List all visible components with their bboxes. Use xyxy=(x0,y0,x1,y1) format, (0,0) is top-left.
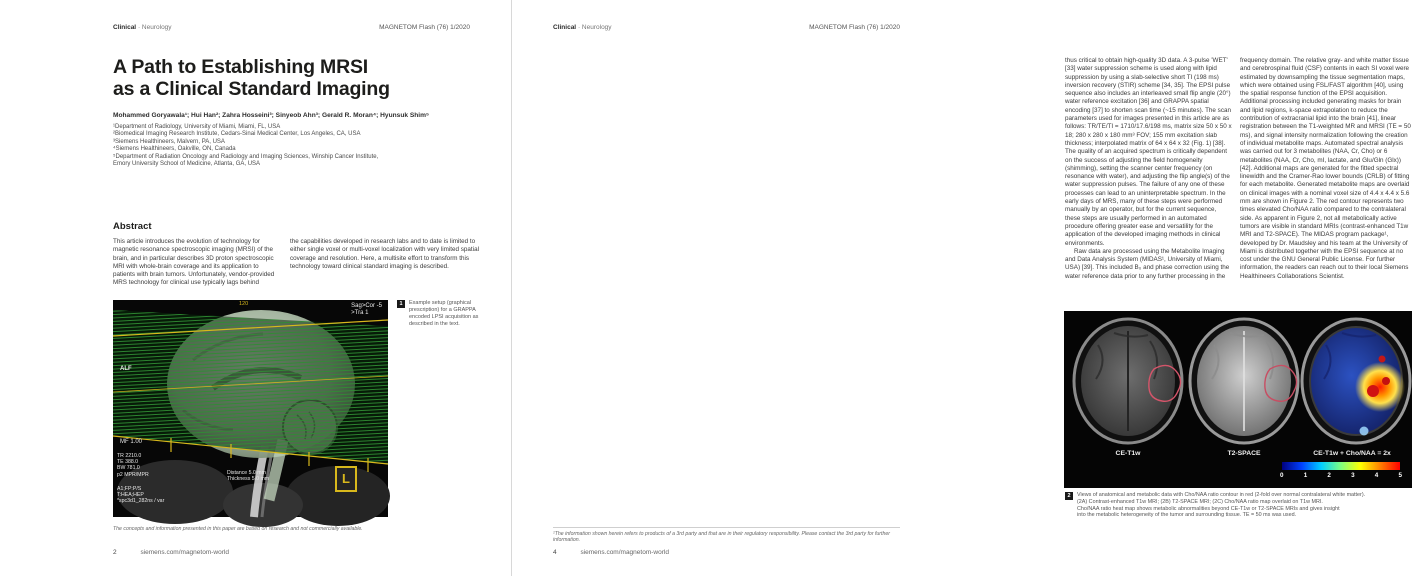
param-bw: BW 781.0 xyxy=(117,465,140,472)
abstract-col1: This article introduces the evolution of technology for magnetic resonance spectroscopic imaging (MRSI) of the brain, and in particular describes 3D proton spectroscopic MRI with whole-brain coverage and its application to patients with brain tumors. Unfortunately, vendor-provided MRS technology for clinical use typically lags behind xyxy=(113,238,275,287)
page-left xyxy=(0,0,511,576)
header-section-right: Clinical xyxy=(553,24,577,31)
chonaa-colorbar xyxy=(1282,462,1400,470)
figure2-caption xyxy=(1065,492,1425,519)
page-right-header xyxy=(553,24,612,31)
alf-label: ALF xyxy=(120,366,132,372)
tick-5: 5 xyxy=(1398,472,1402,479)
page-right-footer-url[interactable]: siemens.com/magnetom-world xyxy=(580,549,669,556)
scan-params-block1 xyxy=(117,453,149,478)
header-subsection-right: Neurology xyxy=(581,24,612,31)
figure2-metabolic-panels xyxy=(1064,311,1412,488)
tick-3: 3 xyxy=(1351,472,1355,479)
page-left-footnote: The concepts and information presented in this paper are based on research and not commercially available. xyxy=(113,526,363,532)
page-right-footnote: ¹The information shown herein refers to products of a 3rd party and that are in their regulatory responsibility. Please contact the 3rd party for further information. xyxy=(553,527,900,543)
scale-label: 120 xyxy=(239,301,249,307)
article-title-line1: A Path to Establishing MRSI xyxy=(113,56,368,78)
body-columns xyxy=(1065,57,1412,309)
orientation-line1: Sag>Cor -5 xyxy=(351,303,382,309)
thickness-label: Thickness 5.0 mm xyxy=(227,476,270,483)
param-seq: *spc3d1_282ns / var xyxy=(117,498,165,505)
panel-label-chonaa: CE-T1w + Cho/NAA = 2x xyxy=(1313,450,1391,457)
figure1-mri-prescription xyxy=(113,300,388,517)
slice-info xyxy=(227,470,269,482)
abstract xyxy=(113,238,485,298)
figure2-caption-lines xyxy=(1077,492,1417,519)
article-title xyxy=(113,56,390,100)
param-tr: TR 2210.0 xyxy=(117,453,142,459)
authors-line: Mohammed Goryawala¹; Hui Han²; Zahra Hosseini³; Sinyeob Ahn³; Gerald R. Moran⁴; Hyunsuk Shim⁵ xyxy=(113,112,430,119)
param-p2: p2 MPR/MPR xyxy=(117,471,149,478)
page-right-footer xyxy=(553,549,669,556)
colorbar-ticks xyxy=(1280,472,1402,479)
page-right-number: 4 xyxy=(553,549,557,556)
figure1-caption xyxy=(397,300,492,328)
body-col1-paragraph1: thus critical to obtain high-quality 3D data. A 3-pulse 'WET' [33] water suppression scheme is used along with lipid suppression by using a slab-selective short TI (198 ms) inversion recovery (STIR) scheme [34, 35]. The EPSI pulse sequence also includes an interleaved small flip angle (20°) water reference excitation [36] and GRAPPA spatial encoding [37] to shorten scan time (~15 minutes). The scan parameters used for images presented in this article are as follows: TR/TE/TI = 1710/17.6/198 ms, matrix size 50 x 50 x 18; 280 x 280 x 180 mm³ FOV; 155 mm excitation slab thickness; interpolated matrix of 64 x 64 x 32 (Fig. 1) [38]. The quality of an acquired spectrum is critically dependent on the success of adjusting the field homogeneity (shimming), setting the scanner center frequency (on resonance with water), and adjusting the flip angle(s) of the water suppression pulses. The failure of any one of these processes can lead to an uninterpretable spectrum. In the early days of MRS, many of these steps were performed manually by an operator, but for the current sequence, these steps are usually performed in an automated procedure offering greater ease and versatility for the application of the developed imaging methods in clinical environments. xyxy=(1065,57,1232,247)
tick-4: 4 xyxy=(1374,472,1379,479)
abstract-heading: Abstract xyxy=(113,221,152,232)
header-journal-right: MAGNETOM Flash (76) 1/2020 xyxy=(809,24,900,31)
scan-params-block2 xyxy=(117,486,164,505)
figure1-caption-text: Example setup (graphical prescription) for a GRAPPA encoded LPSI acquisition as described in the text. xyxy=(409,300,479,327)
mf-label: MF 1.00 xyxy=(120,439,143,445)
param-a1: A1;FP:P/S xyxy=(117,486,142,492)
figure1-marker: 1 xyxy=(397,300,405,308)
affiliations xyxy=(113,124,378,168)
body-col1-paragraph2: Raw data are processed using the Metabolite Imaging and Data Analysis System (MIDAS¹, University of Miami, USA) [39]. This included B₀ and phase correction using the water reference data prior to any further processing in the xyxy=(1065,247,1230,280)
figure2-caption-line2: (2A) Contrast-enhanced T1w MRI; (2B) T2-SPACE MRI; (2C) Cho/NAA ratio map overlaid on T1w MRI. xyxy=(1077,498,1323,505)
panel-label-t2-space: T2-SPACE xyxy=(1227,450,1261,457)
distance-label: Distance 5.0 mm xyxy=(227,470,266,476)
body-col2-paragraph1: frequency domain. The relative gray- and white matter tissue and cerebrospinal fluid (CSF) contents in each SI voxel were estimated by downsampling the tissue segmentation maps, which were obtained using FSL/FAST algorithm [40], using the spatial response function of the EPSI acquisition. Additional processing included generating masks for brain and lipid regions, k-space extrapolation to reduce the contribution of extracranial lipid into the brain [41], linear registration between the T1-weighted MR and MRSI (TE = 50 ms), and signal intensity normalization following the creation of individual metabolite maps. Automated spectral analysis was carried out for 3 metabolites (NAA, Cr, Cho) or 6 metabolites (NAA, Cr, Cho, mI, lactate, and Glu/Gln (Glx)) [42]. Additional maps are generated for the fitted spectral linewidth and the Cramer-Rao lower bounds (CRLB) of fitting for each metabolite. Generated metabolite maps are overlaid on clinical images with a nominal voxel size of 4.4 x 4.4 x 5.6 mm are shown in Figure 2. The red contour represents two times elevated Cho/NAA ratio compared to the contralateral side. As apparent in Figure 2, not all metabolically active tumors are visible in standard MRIs (contrast-enhanced T1w MRI and T2-SPACE). The MIDAS program package¹, developed by Dr. Maudsley and his team at the University of Miami is distributed together with the EPSI sequence at no cost under the GNU General Public License. For further information, the readers can reach out to their local Siemens Healthineers Collaborations Scientist. xyxy=(1240,57,1411,280)
orientation-line2: >Tra 1 xyxy=(351,310,369,316)
page-left-number: 2 xyxy=(113,549,117,556)
figure2-caption-line4: into the metabolic heterogeneity of the tumor and surrounding tissue. TE = 50 ms was used. xyxy=(1077,512,1297,519)
abstract-col2: the capabilities developed in research labs and to date is limited to either single voxel or multi-voxel localization with very limited spatial coverage and resolution. Here, a multisite effort to transform this technology toward clinical standard imaging is described. xyxy=(290,238,479,270)
affiliation-5: ⁵Department of Radiation Oncology and Radiology and Imaging Sciences, Winship Cancer Institute, xyxy=(113,153,379,160)
article-title-line2: as a Clinical Standard Imaging xyxy=(113,78,390,100)
param-thea: T:HEA;HEP xyxy=(117,492,144,499)
affiliation-1: ¹Department of Radiology, University of Miami, Miami, FL, USA xyxy=(113,124,281,130)
figure2-caption-line1: Views of anatomical and metabolic data with Cho/NAA ratio contour in red (2-fold over normal contralateral white matter). xyxy=(1077,492,1366,498)
affiliation-3: ³Siemens Healthineers, Malvern, PA, USA xyxy=(113,138,225,145)
tick-2: 2 xyxy=(1327,472,1331,479)
param-te: TE 388.0 xyxy=(117,459,139,466)
header-journal: MAGNETOM Flash (76) 1/2020 xyxy=(379,24,470,31)
header-section: Clinical xyxy=(113,24,137,31)
orientation-label xyxy=(351,303,382,317)
figure2-caption-line3: Cho/NAA ratio heat map shows metabolic abnormalities beyond CE-T1w or T2-SPACE MRIs and gives insight xyxy=(1077,505,1340,512)
page-right xyxy=(512,0,1411,576)
header-separator-right: · xyxy=(577,24,581,31)
affiliation-5b: Emory University School of Medicine, Atlanta, GA, USA xyxy=(113,161,261,168)
tick-0: 0 xyxy=(1280,472,1284,479)
header-separator: · xyxy=(137,24,141,31)
page-left-footer xyxy=(113,549,229,556)
page-left-footer-url[interactable]: siemens.com/magnetom-world xyxy=(140,549,229,556)
panel-label-ce-t1w: CE-T1w xyxy=(1115,450,1141,457)
affiliation-2: ²Biomedical Imaging Research Institute, Cedars-Sinai Medical Center, Los Angeles, CA, USA xyxy=(113,131,361,138)
affiliation-4: ⁴Siemens Healthineers, Oakville, ON, Canada xyxy=(113,146,236,153)
figure2-marker: 2 xyxy=(1065,492,1073,500)
page-left-header xyxy=(113,24,172,31)
header-subsection: Neurology xyxy=(141,24,172,31)
body-col1 xyxy=(1065,57,1233,309)
tick-1: 1 xyxy=(1303,472,1308,479)
left-orientation-marker: L xyxy=(335,466,357,492)
